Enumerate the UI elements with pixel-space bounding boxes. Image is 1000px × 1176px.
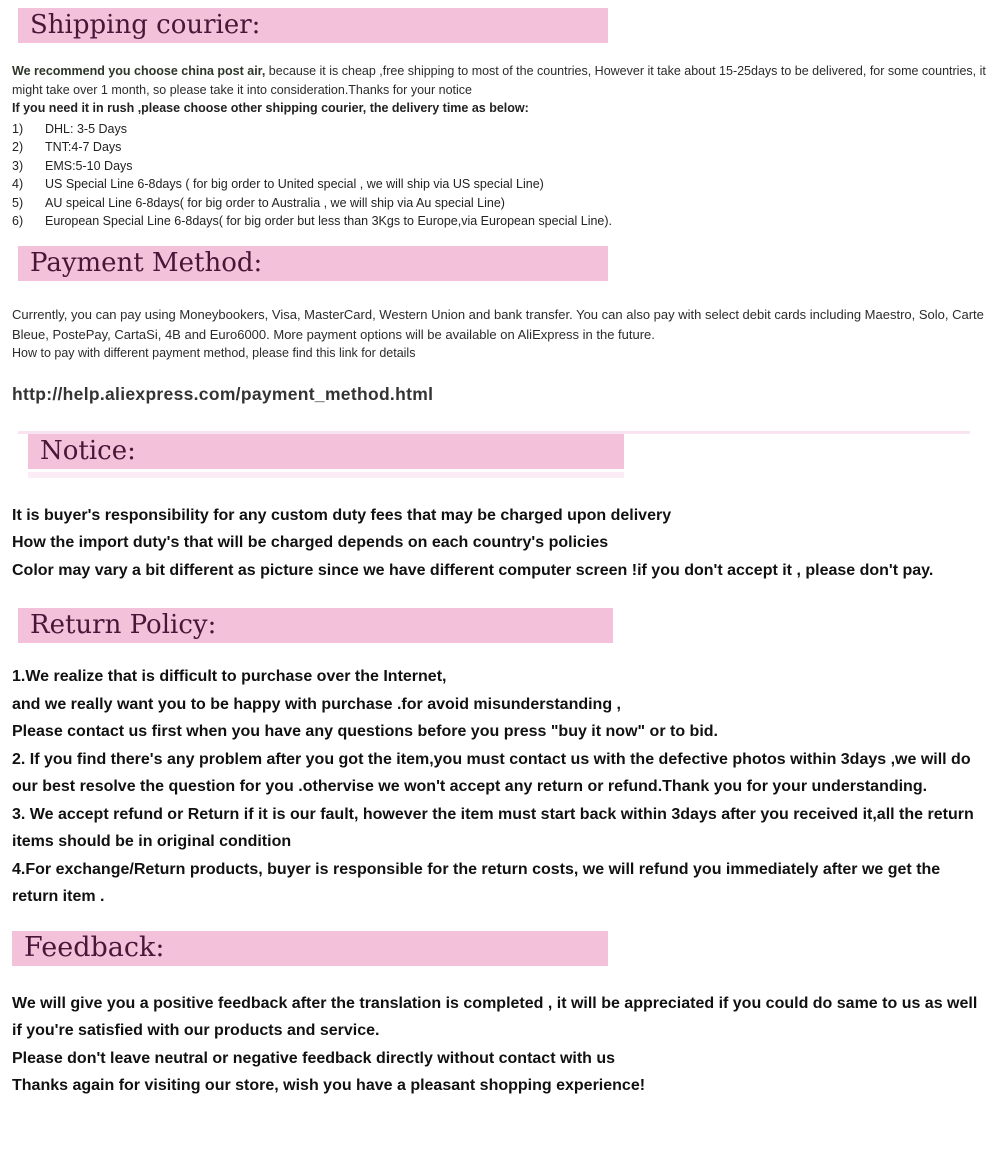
return-policy-section-header	[18, 608, 613, 643]
feedback-body	[12, 990, 990, 1100]
courier-option-text: US Special Line 6-8days ( for big order to United special , we will ship via US special Line)	[45, 177, 544, 192]
courier-option-number: 4)	[12, 177, 24, 192]
notice-section-title: Notice:	[40, 435, 136, 466]
feedback-line: Please don't leave neutral or negative feedback directly without contact with us	[12, 1049, 616, 1067]
section-payment	[0, 246, 1000, 405]
shipping-section-title: Shipping courier:	[30, 10, 261, 40]
return-policy-body	[12, 663, 990, 911]
section-feedback	[0, 931, 1000, 1100]
shipping-intro-bold-text: We recommend you choose china post air,	[12, 64, 266, 78]
courier-option-text: DHL: 3-5 Days	[45, 121, 127, 136]
payment-link-note: How to pay with different payment method, please find this link for details	[12, 346, 416, 361]
return-policy-section-title: Return Policy:	[30, 610, 217, 641]
courier-option-number: 2)	[12, 140, 24, 155]
return-policy-line: 2. If you find there's any problem after you got the item,you must contact us with the defective photos within 3days ,we will do our best resolve the question for you .othervise we won't accept any return or refund.Thank you for your understanding.	[12, 750, 971, 796]
return-policy-line: and we really want you to be happy with purchase .for avoid misunderstanding ,	[12, 695, 621, 713]
payment-help-url: http://help.aliexpress.com/payment_method.html	[12, 383, 434, 404]
courier-option-au-special	[0, 194, 1000, 213]
courier-option-number: 5)	[12, 195, 24, 210]
courier-option-number: 3)	[12, 158, 24, 173]
payment-section-header	[18, 246, 608, 281]
product-description-page	[0, 8, 1000, 1176]
feedback-section-title: Feedback:	[24, 931, 165, 963]
notice-line: Color may vary a bit different as picture since we have different computer screen !if you don't accept it , please don't pay.	[12, 561, 934, 579]
feedback-line: We will give you a positive feedback after the translation is completed , it will be appreciated if you could do same to us as well if you're satisfied with our products and service.	[12, 994, 978, 1040]
courier-option-text: EMS:5-10 Days	[45, 158, 133, 173]
shipping-intro-rest-text: because it is cheap ,free shipping to most of the countries, However it take about 15-25days to be delivered, for some countries, it might take over 1 month, so please take it into consideration.Thanks for your notice	[12, 64, 986, 97]
feedback-line: Thanks again for visiting our store, wish you have a pleasant shopping experience!	[12, 1077, 646, 1095]
courier-options-list	[0, 120, 1000, 232]
return-policy-line: 1.We realize that is difficult to purchase over the Internet,	[12, 668, 447, 686]
payment-section-title: Payment Method:	[30, 248, 263, 279]
courier-option-eu-special	[0, 212, 1000, 231]
return-policy-line: Please contact us first when you have any questions before you press "buy it now" or to bid.	[12, 723, 718, 741]
courier-option-ems	[0, 157, 1000, 176]
courier-option-number: 1)	[12, 121, 24, 136]
courier-option-dhl	[0, 120, 1000, 139]
notice-line: It is buyer's responsibility for any custom duty fees that may be charged upon delivery	[12, 506, 672, 524]
notice-banner-echo-top	[18, 431, 970, 434]
courier-option-text: TNT:4-7 Days	[45, 140, 122, 155]
notice-line: How the import duty's that will be charged depends on each country's policies	[12, 534, 609, 552]
shipping-intro-paragraph	[12, 62, 994, 99]
courier-option-text: AU speical Line 6-8days( for big order to Australia , we will ship via Au special Line)	[45, 195, 505, 210]
section-shipping	[0, 8, 1000, 231]
shipping-section-header	[18, 8, 608, 43]
courier-option-text: European Special Line 6-8days( for big order but less than 3Kgs to Europe,via European special Line).	[45, 214, 613, 229]
notice-section-header	[28, 434, 624, 469]
shipping-rush-note: If you need it in rush ,please choose other shipping courier, the delivery time as below:	[12, 101, 529, 115]
return-policy-line: 4.For exchange/Return products, buyer is responsible for the return costs, we will refund you immediately after we get the return item .	[12, 860, 941, 906]
courier-option-number: 6)	[12, 214, 24, 229]
notice-banner-echo-bottom	[28, 472, 624, 478]
section-notice	[0, 431, 1000, 585]
courier-option-us-special	[0, 175, 1000, 194]
courier-option-tnt	[0, 138, 1000, 157]
feedback-section-header	[12, 931, 608, 966]
return-policy-line: 3. We accept refund or Return if it is our fault, however the item must start back within 3days after you received it,all the return items should be in original condition	[12, 805, 974, 851]
notice-body	[12, 502, 990, 585]
payment-body-paragraph: Currently, you can pay using Moneybookers, Visa, MasterCard, Western Union and bank transfer. You can also pay with select debit cards including Maestro, Solo, Carte Bleue, PostePay, CartaSi, 4B and Euro6000. More payment options will be available on AliExpress in the future.	[12, 307, 984, 342]
section-return-policy	[0, 608, 1000, 911]
